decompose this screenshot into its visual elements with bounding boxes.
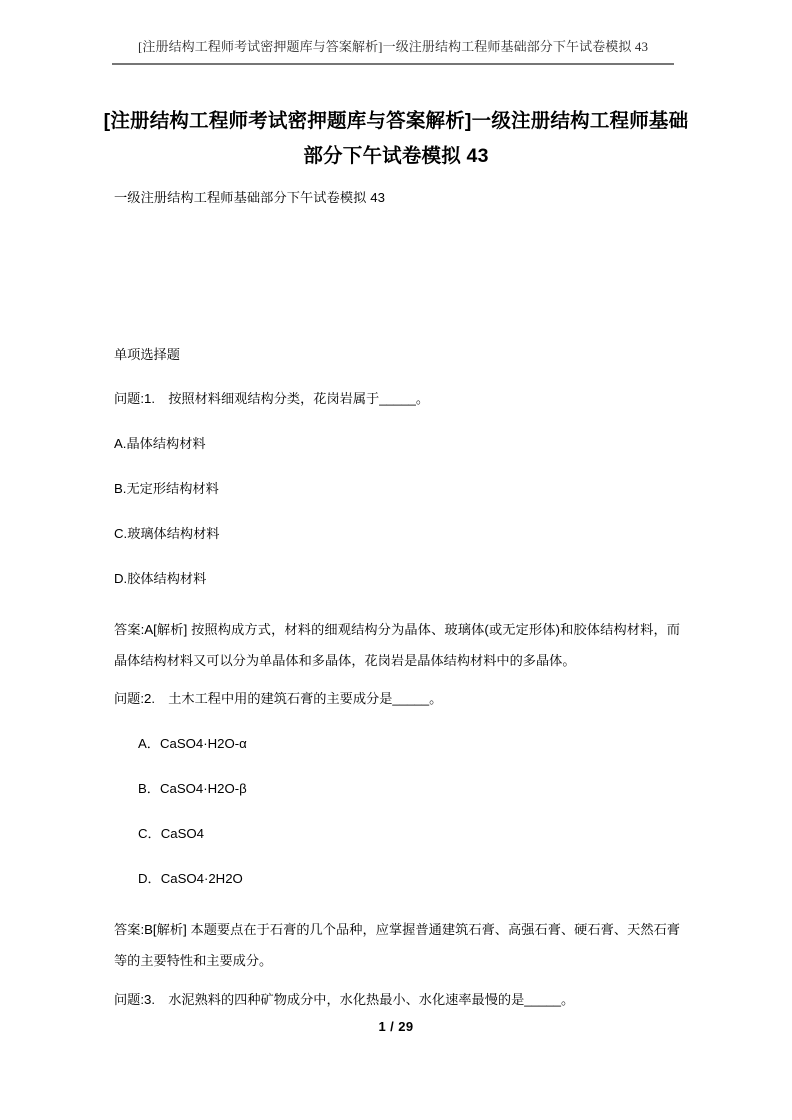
question-1-option-d: D.胶体结构材料: [114, 571, 207, 587]
question-2-stem: 问题:2. 土木工程中用的建筑石膏的主要成分是_____。: [114, 691, 443, 707]
question-2-option-b: B．CaSO4·H2O-β: [138, 781, 247, 797]
page-header: [112, 36, 674, 65]
question-1-option-b: B.无定形结构材料: [114, 481, 219, 497]
header-divider: [112, 63, 674, 65]
question-3-stem: 问题:3. 水泥熟料的四种矿物成分中，水化热最小、水化速率最慢的是_____。: [114, 991, 575, 1007]
page-title: [注册结构工程师考试密押题库与答案解析]一级注册结构工程师基础部分下午试卷模拟 43: [103, 110, 689, 167]
question-1-answer: 答案:A[解析] 按照构成方式，材料的细观结构分为晶体、玻璃体(或无定形体)和胶体结构材料，而晶体结构材料又可以分为单晶体和多晶体，花岗岩是晶体结构材料中的多晶体。: [114, 622, 680, 669]
question-2-option-a: A．CaSO4·H2O-α: [138, 736, 247, 752]
running-header-title: [注册结构工程师考试密押题库与答案解析]一级注册结构工程师基础部分下午试卷模拟 43: [137, 39, 649, 54]
question-1-option-c: C.玻璃体结构材料: [114, 526, 220, 542]
document-subtitle: 一级注册结构工程师基础部分下午试卷模拟 43: [114, 190, 386, 205]
page-footer: [0, 1018, 792, 1036]
body-spacer: [114, 208, 680, 332]
page-number: 1 / 29: [378, 1019, 414, 1034]
question-2-option-c: C．CaSO4: [138, 826, 204, 842]
question-2-option-d: D．CaSO4·2H2O: [138, 871, 243, 887]
question-1-option-a: A.晶体结构材料: [114, 436, 206, 452]
question-2-answer: 答案:B[解析] 本题要点在于石膏的几个品种，应掌握普通建筑石膏、高强石膏、硬石膏、天然石膏等的主要特性和主要成分。: [114, 922, 680, 969]
question-1-stem: 问题:1. 按照材料细观结构分类，花岗岩属于_____。: [114, 391, 430, 407]
section-heading: 单项选择题: [114, 347, 180, 363]
document-body: [114, 188, 680, 1035]
